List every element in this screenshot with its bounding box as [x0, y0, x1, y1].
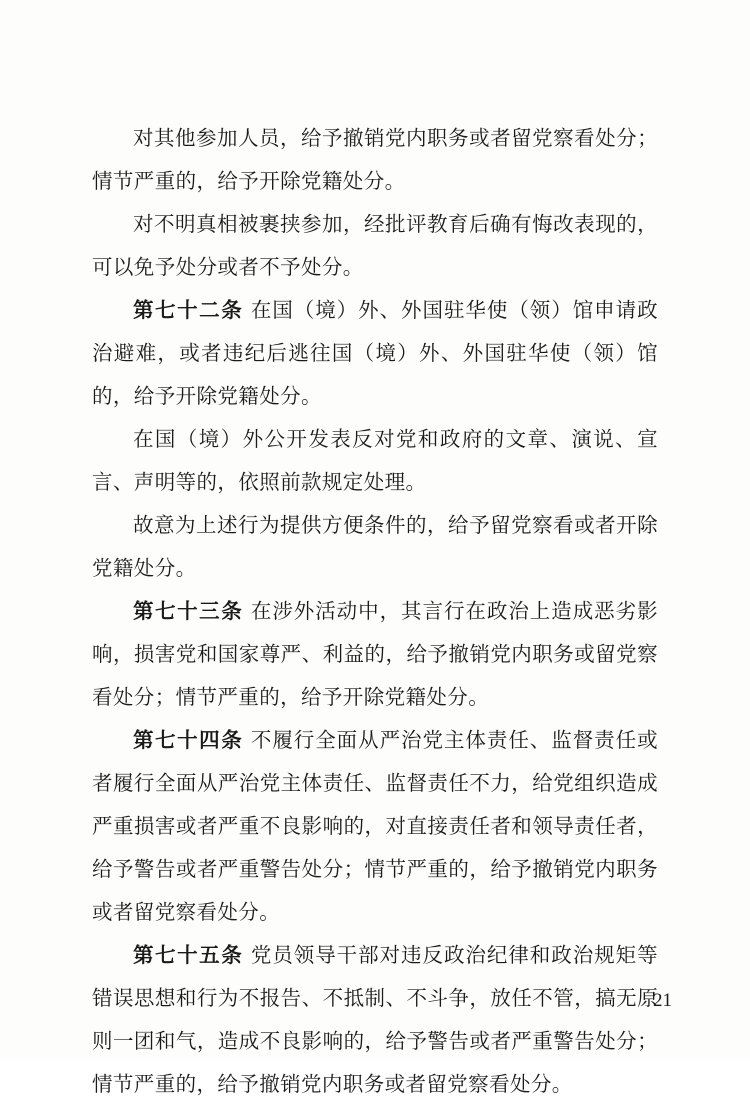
- paragraph: [92, 505, 658, 591]
- article-heading: 第七十五条: [133, 945, 244, 967]
- paragraph: [92, 935, 658, 1107]
- page-number: 21: [653, 990, 672, 1011]
- paragraph-text: 在涉外活动中，其言行在政治上造成恶劣影响，损害党和国家尊严、利益的，给予撤销党内职务或留党察看处分；情节严重的，给予开除党籍处分。: [92, 601, 658, 709]
- paragraph-text: 在国（境）外公开发表反对党和政府的文章、演说、宣言、声明等的，依照前款规定处理。: [92, 429, 658, 494]
- paragraph: [92, 118, 658, 204]
- paragraph-text: 故意为上述行为提供方便条件的，给予留党察看或者开除党籍处分。: [92, 515, 658, 580]
- paragraph: [92, 720, 658, 935]
- paragraph: [92, 591, 658, 720]
- paragraph-text: 对其他参加人员，给予撤销党内职务或者留党察看处分；情节严重的，给予开除党籍处分。: [92, 128, 658, 193]
- paragraph: [92, 419, 658, 505]
- paragraph: [92, 290, 658, 419]
- paragraph-text: 不履行全面从严治党主体责任、监督责任或者履行全面从严治党主体责任、监督责任不力，给党组织造成严重损害或者严重不良影响的，对直接责任者和领导责任者，给予警告或者严重警告处分；情节严重的，给予撤销党内职务或者留党察看处分。: [92, 730, 658, 924]
- document-body: [92, 118, 658, 1107]
- article-heading: 第七十二条: [133, 300, 244, 322]
- paragraph: [92, 204, 658, 290]
- paragraph-text: 对不明真相被裹挟参加，经批评教育后确有悔改表现的，可以免予处分或者不予处分。: [92, 214, 658, 279]
- paragraph-text: 在国（境）外、外国驻华使（领）馆申请政治避难，或者违纪后逃往国（境）外、外国驻华使（领）馆的，给予开除党籍处分。: [92, 300, 658, 408]
- article-heading: 第七十四条: [133, 730, 244, 752]
- paragraph-text: 党员领导干部对违反政治纪律和政治规矩等错误思想和行为不报告、不抵制、不斗争，放任不管，搞无原则一团和气，造成不良影响的，给予警告或者严重警告处分；情节严重的，给予撤销党内职务或者留党察看处分。: [92, 945, 658, 1096]
- article-heading: 第七十三条: [133, 601, 244, 623]
